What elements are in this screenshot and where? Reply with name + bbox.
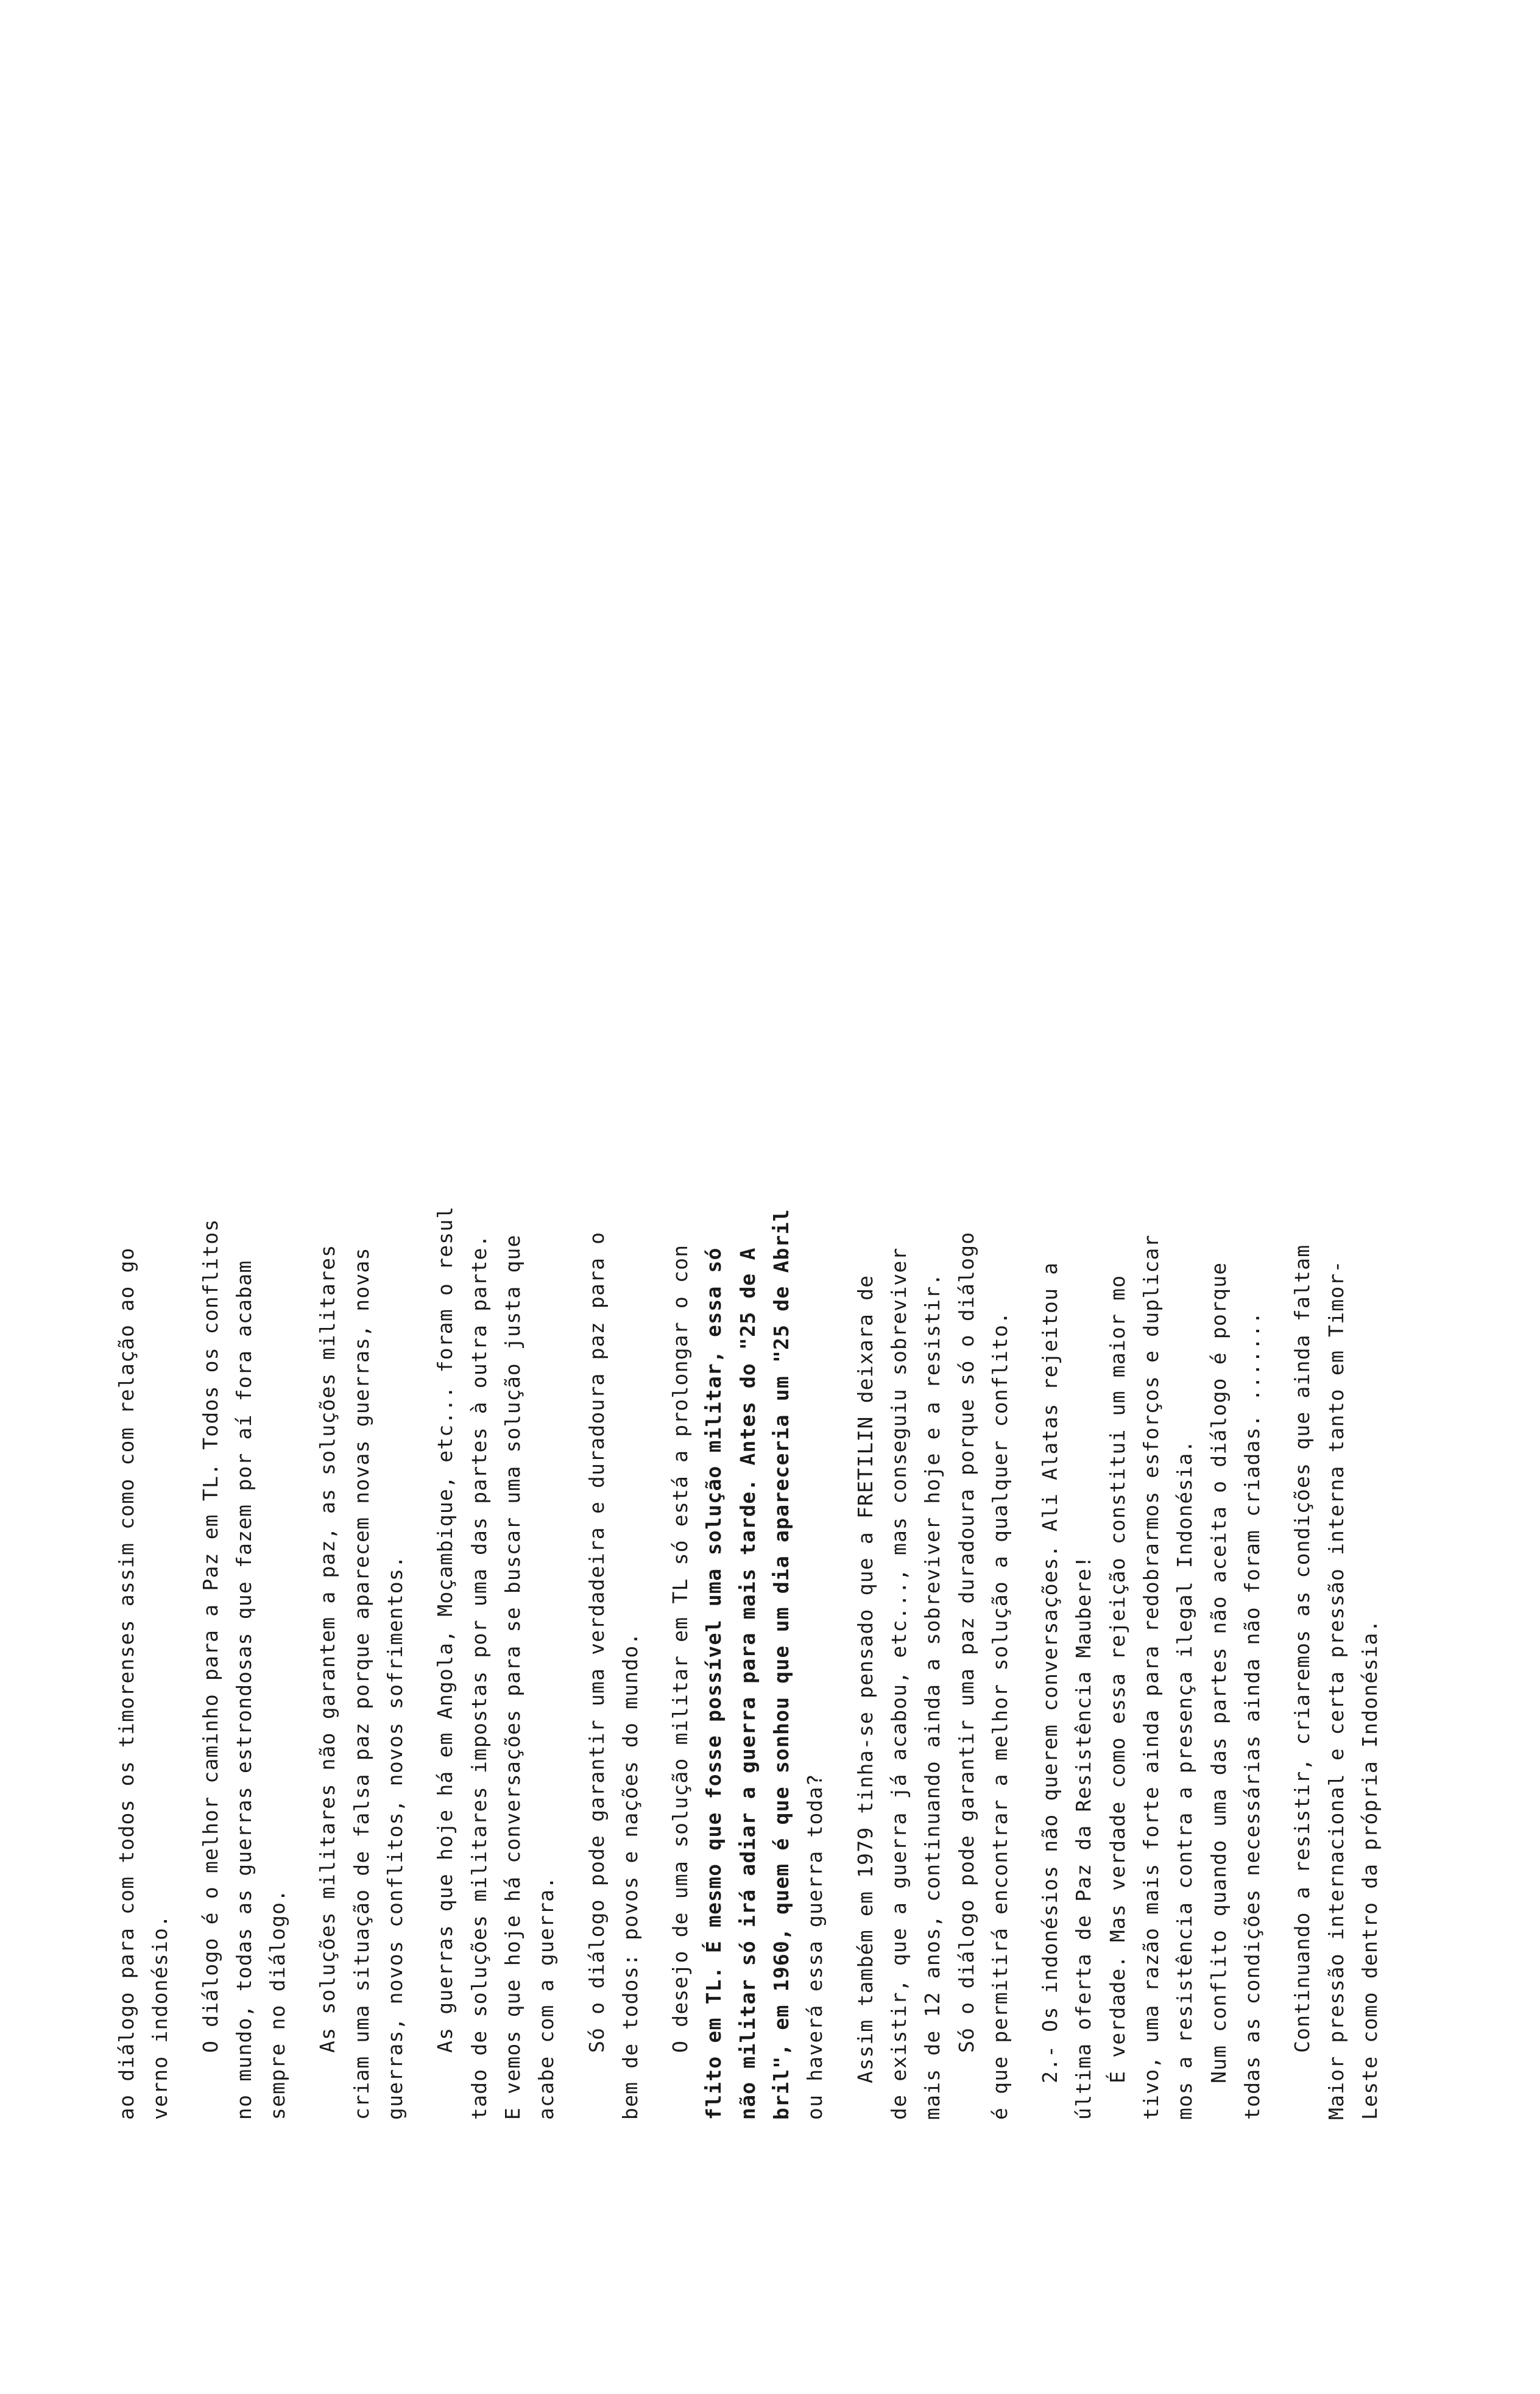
paragraph-1 [110,1011,177,2120]
text-line: Leste como dentro da própria Indonésia. [1357,1619,1382,2120]
text-line: tivo, uma razão mais forte ainda para redobrarmos esforços e duplicar [1139,1234,1164,2120]
text-line: não militar só irá adiar a guerra para mais tarde. Antes do "25 de A [735,1247,760,2120]
text-line: de existir, que a guerra já acabou, etc..., mas conseguiu sobreviver [886,1247,911,2120]
text-line: todas as condições necessárias ainda não foram criadas. ....... [1240,1311,1264,2120]
text-line: mais de 12 anos, continuando ainda a sobreviver hoje e a resistir. [920,1273,945,2120]
text-line: Maior pressão internacional e certa pressão interna tanto em Timor- [1324,1260,1348,2120]
text-line: no mundo, todas as guerras estrondosas que fazem por aí fora acabam [231,1260,256,2120]
paragraph-9 [1285,1011,1386,2120]
paragraph-8 [1033,1011,1269,2120]
paragraph-3 [311,1011,412,2120]
text-line: É verdade. Mas verdade como essa rejeição constitui um maior mo [1105,1274,1129,2083]
paragraph-5 [580,1011,648,2120]
paragraph-2 [194,1011,295,2120]
text-line: criam uma situação de falsa paz porque aparecem novas guerras, novas [349,1247,373,2120]
text-line: As soluções militares não garantem a paz, as soluções militares [316,1244,340,2053]
text-line: O diálogo é o melhor caminho para a Paz em TL. Todos os conflitos [198,1218,222,2053]
text-line: sempre no diálogo. [266,1888,290,2120]
text-line: Assim também em 1979 tinha-se pensado que a FRETILIN deixara de [853,1274,877,2083]
text-line: mos a resistência contra a presença ilegal Indonésia. [1173,1439,1197,2120]
text-line: bril", em 1960, quem é que sonhou que um dia apareceria um "25 de Abril [769,1209,794,2120]
text-line: é que permitirá encontrar a melhor solução a qualquer conflito. [987,1311,1012,2120]
typewritten-text-block [110,1011,1382,2120]
text-line: Num conflito quando uma das partes não aceita o diálogo é porque [1206,1262,1231,2083]
text-line: ou haverá essa guerra toda? [803,1773,827,2120]
text-line: bem de todos: povos e nações do mundo. [618,1632,642,2120]
text-line: Continuando a resistir, criaremos as condições que ainda faltam [1290,1244,1315,2053]
paragraph-6 [663,1011,832,2120]
paragraph-4 [428,1011,563,2120]
text-line: última oferta de Paz da Resistência Maubere! [1072,1555,1096,2120]
text-line: ao diálogo para com todos os timorenses assim como com relação ao go [115,1247,138,2120]
text-line: verno indonésio. [148,1914,172,2120]
text-line: 2.- Os indonésios não querem conversações. Ali Alatas rejeitou a [1038,1262,1062,2083]
text-line: acabe com a guerra. [534,1876,559,2120]
text-line: Só o diálogo pode garantir uma paz duradoura porque só o diálogo [954,1231,978,2053]
text-line: As guerras que hoje há em Angola, Moçambique, etc... foram o resul [433,1206,457,2053]
text-line: flito em TL. É mesmo que fosse possível uma solução militar, essa só [702,1247,726,2120]
paragraph-7 [849,1011,1017,2120]
text-line: guerras, novos conflitos, novos sofrimentos. [383,1555,408,2120]
text-line: tado de soluções militares impostas por uma das partes à outra parte. [467,1234,491,2120]
text-line: Só o diálogo pode garantir uma verdadeira e duradoura paz para o [584,1231,609,2053]
text-line: O desejo de uma solução militar em TL só está a prolongar o con [668,1244,693,2053]
text-line: E vemos que hoje há conversações para se buscar uma solução justa que [500,1234,525,2120]
